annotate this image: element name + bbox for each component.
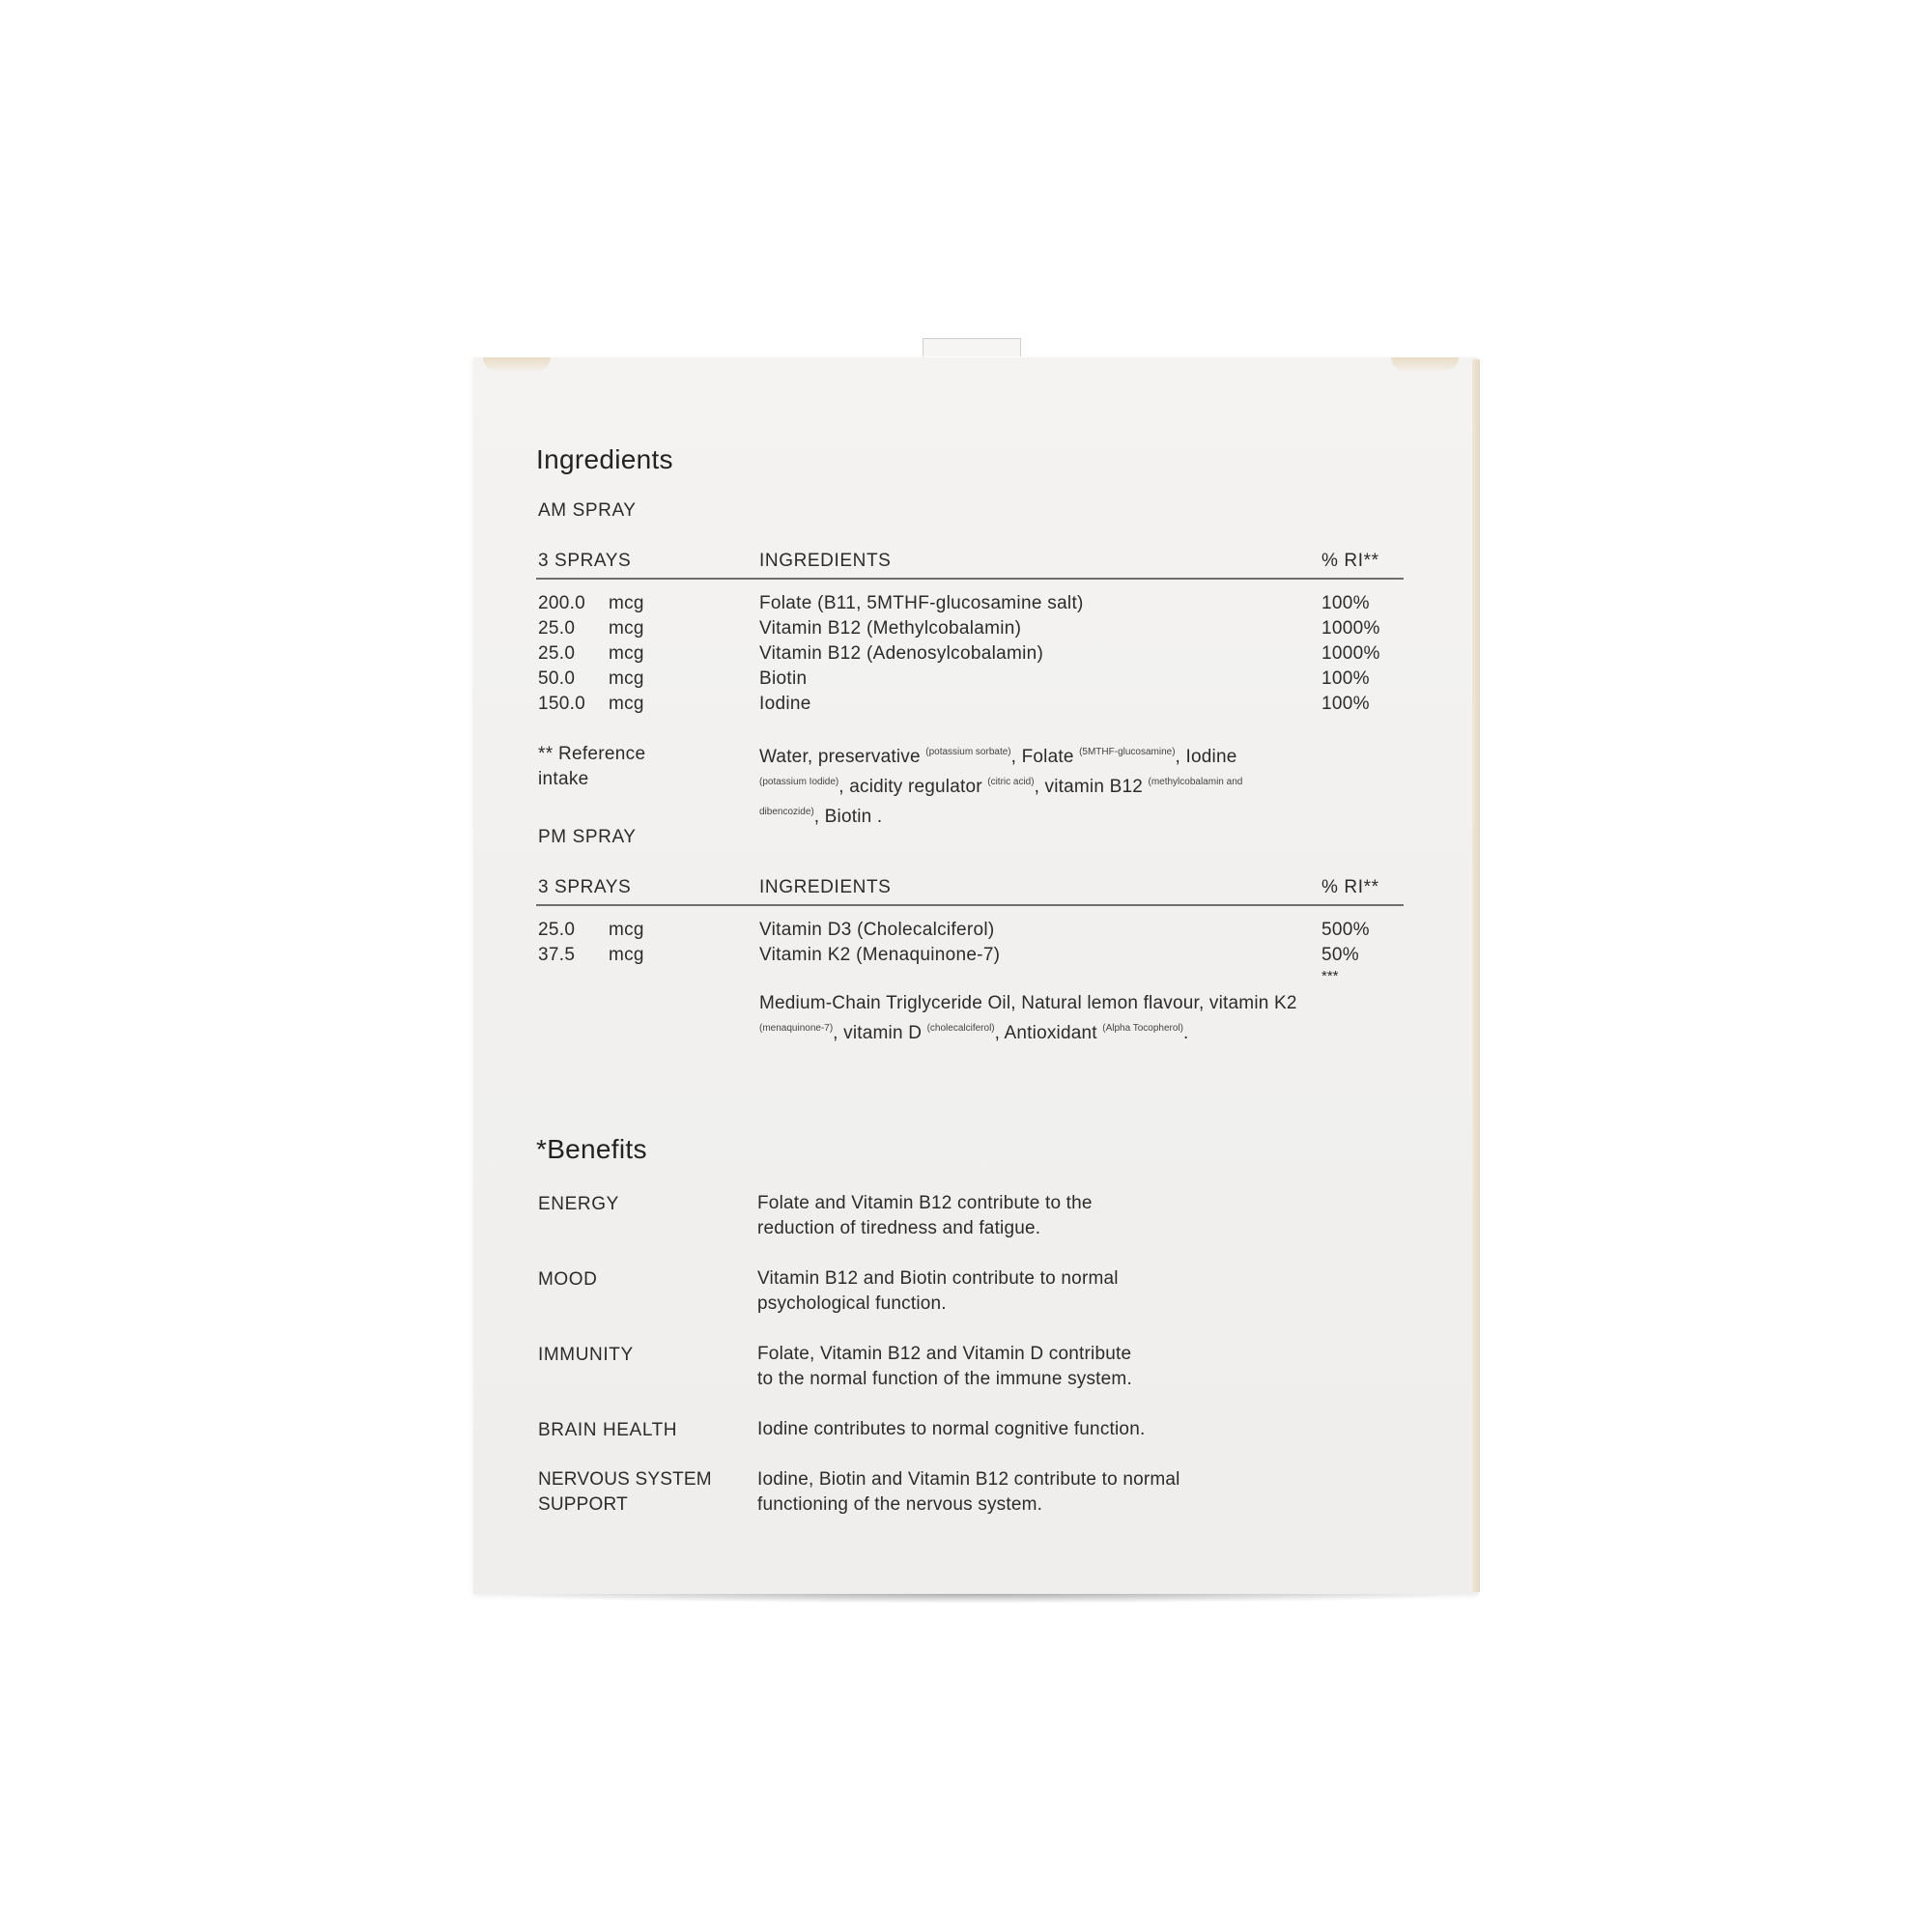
- pm-spray-label: PM SPRAY: [538, 827, 637, 847]
- pm-col-ingredients: INGREDIENTS: [759, 877, 892, 897]
- pm-row-unit: mcg: [609, 920, 644, 940]
- pm-row-ri: 50%: [1321, 945, 1359, 965]
- am-row-name: Iodine: [759, 694, 811, 714]
- box-side-edge: [1472, 359, 1480, 1592]
- am-row-name: Biotin: [759, 668, 808, 689]
- pm-table-rule: [536, 904, 1404, 906]
- am-row-name: Folate (B11, 5MTHF-glucosamine salt): [759, 593, 1084, 613]
- am-row-unit: mcg: [609, 694, 644, 714]
- pm-row-name: Vitamin D3 (Cholecalciferol): [759, 920, 995, 940]
- benefit-label: NERVOUS SYSTEM SUPPORT: [538, 1469, 712, 1515]
- pm-row-amount: 25.0: [538, 920, 576, 940]
- am-row-ri: 100%: [1321, 694, 1370, 714]
- pm-col-ri: % RI**: [1321, 877, 1379, 897]
- benefit-text: Vitamin B12 and Biotin contribute to normal psychological function.: [757, 1268, 1119, 1314]
- am-row-unit: mcg: [609, 643, 644, 664]
- benefits-title: *Benefits: [536, 1134, 647, 1164]
- pm-row-amount: 37.5: [538, 945, 576, 965]
- am-row-name: Vitamin B12 (Methylcobalamin): [759, 618, 1022, 639]
- am-row-amount: 200.0: [538, 593, 586, 613]
- pm-ingredient-list: Medium-Chain Triglyceride Oil, Natural lemon flavour, vitamin K2 $^{(menaquinone-7)}$, vitamin D $^{(cholecalciferol)}$, Antioxidant $^{(Alpha Tocopherol)}$.: [759, 993, 1297, 1043]
- am-row-ri: 1000%: [1321, 618, 1380, 639]
- pm-col-dose: 3 SPRAYS: [538, 877, 632, 897]
- benefit-text: Iodine contributes to normal cognitive function.: [757, 1419, 1146, 1439]
- am-col-ri: % RI**: [1321, 551, 1379, 571]
- pm-row-ri: 500%: [1321, 920, 1370, 940]
- am-row-amount: 25.0: [538, 643, 576, 664]
- pm-row-unit: mcg: [609, 945, 644, 965]
- am-row-ri: 1000%: [1321, 643, 1380, 664]
- am-row-amount: 150.0: [538, 694, 586, 714]
- am-col-dose: 3 SPRAYS: [538, 551, 632, 571]
- am-row-unit: mcg: [609, 668, 644, 689]
- am-row-name: Vitamin B12 (Adenosylcobalamin): [759, 643, 1044, 664]
- am-row-unit: mcg: [609, 618, 644, 639]
- am-col-ingredients: INGREDIENTS: [759, 551, 892, 571]
- am-row-amount: 25.0: [538, 618, 576, 639]
- am-row-ri: 100%: [1321, 593, 1370, 613]
- box-flap-corner-right: [1391, 357, 1459, 371]
- am-table-rule: [536, 578, 1404, 580]
- am-row-ri: 100%: [1321, 668, 1370, 689]
- benefit-label: MOOD: [538, 1269, 598, 1290]
- am-row-unit: mcg: [609, 593, 644, 613]
- reference-note: ** Reference: [538, 744, 646, 764]
- ingredients-title: Ingredients: [536, 444, 673, 474]
- am-ingredient-list: Water, preservative $^{(potassium sorbate)}$, Folate $^{(5MTHF-glucosamine)}$, Iodine $^{(potassium Iodide)}$, acidity regulator $^{(citric acid)}$, vitamin B12 $^{(methylcobalamin and}$ $^{dibencozide)}$, Biotin .: [759, 747, 1243, 827]
- pm-ri-note: ***: [1321, 968, 1339, 984]
- benefit-label: ENERGY: [538, 1194, 619, 1214]
- pm-row-name: Vitamin K2 (Menaquinone-7): [759, 945, 1001, 965]
- box-flap-corner-left: [483, 357, 551, 371]
- benefit-label: IMMUNITY: [538, 1345, 634, 1365]
- benefit-text: Iodine, Biotin and Vitamin B12 contribute to normal functioning of the nervous system.: [757, 1469, 1180, 1515]
- reference-note-2: intake: [538, 769, 589, 789]
- benefit-text: Folate, Vitamin B12 and Vitamin D contribute to the normal function of the immune system.: [757, 1344, 1132, 1389]
- box-tab: [923, 338, 1021, 356]
- benefit-text: Folate and Vitamin B12 contribute to the reduction of tiredness and fatigue.: [757, 1193, 1093, 1238]
- am-row-amount: 50.0: [538, 668, 576, 689]
- benefit-label: BRAIN HEALTH: [538, 1420, 678, 1440]
- am-spray-label: AM SPRAY: [538, 500, 637, 521]
